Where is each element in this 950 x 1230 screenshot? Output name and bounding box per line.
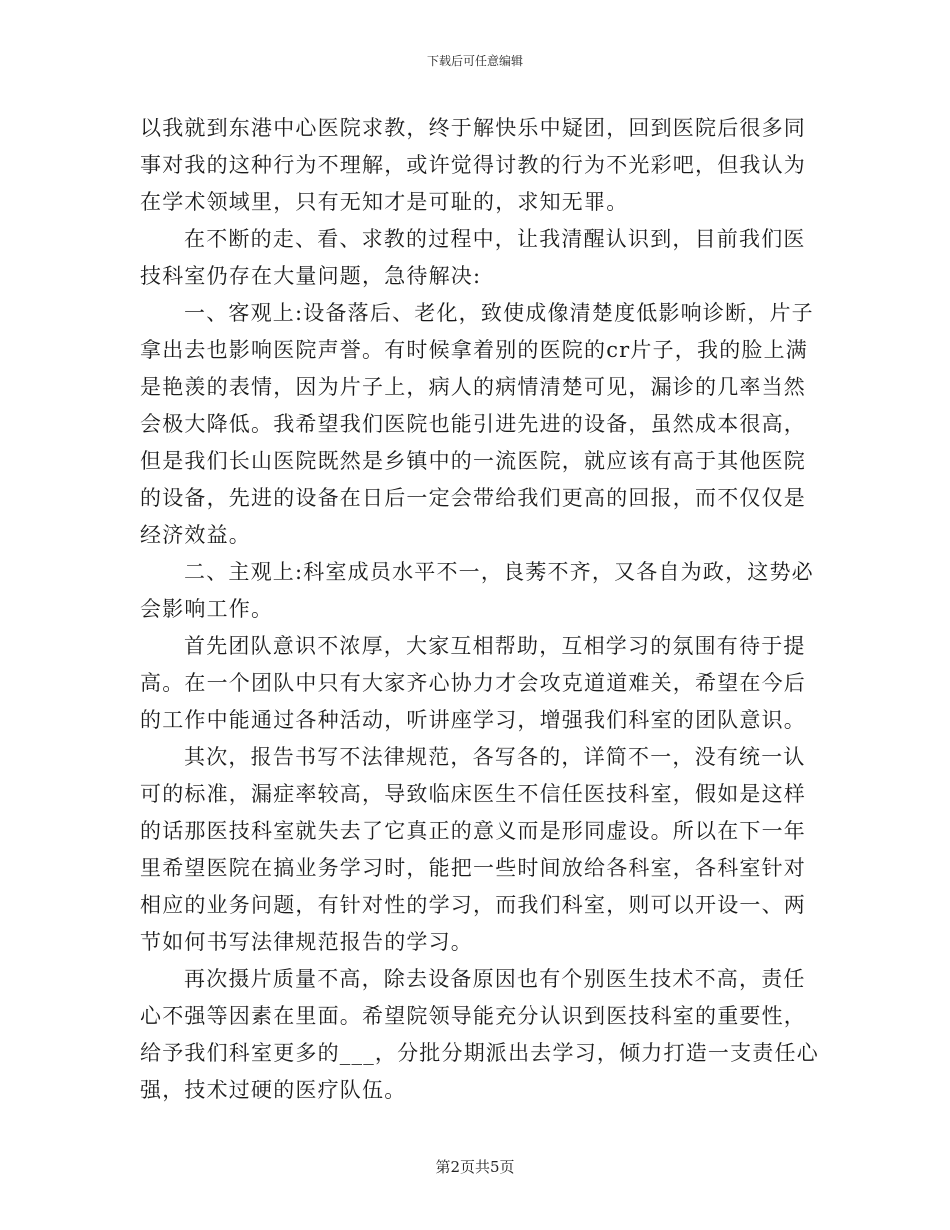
text-line: 的设备，先进的设备在日后一定会带给我们更高的回报，而不仅仅是	[140, 486, 806, 510]
text-line: 在学术领域里，只有无知才是可耻的，求知无罪。	[140, 190, 629, 214]
paragraph-start-line: 其次，报告书写不法律规范，各写各的，详简不一，没有统一认	[184, 745, 806, 769]
paragraph-start-line: 二、主观上:科室成员水平不一，良莠不齐，又各自为政，这势必	[184, 560, 814, 584]
text-line: 可的标准，漏症率较高，导致临床医生不信任医技科室，假如是这样	[140, 782, 806, 806]
text-line: 强，技术过硬的医疗队伍。	[140, 1078, 407, 1102]
text-line: 心不强等因素在里面。希望院领导能充分认识到医技科室的重要性，	[140, 1004, 806, 1028]
text-line: 拿出去也影响医院声誉。有时候拿着别的医院的cr片子，我的脸上满	[140, 338, 808, 362]
text-line: 是艳羡的表情，因为片子上，病人的病情清楚可见，漏诊的几率当然	[140, 375, 806, 399]
paragraph-start-line: 一、客观上:设备落后、老化，致使成像清楚度低影响诊断，片子	[184, 301, 814, 325]
page-header-note: 下载后可任意编辑	[426, 54, 523, 68]
paragraph-start-line: 首先团队意识不浓厚，大家互相帮助，互相学习的氛围有待于提	[184, 634, 806, 658]
text-line: 事对我的这种行为不理解，或许觉得讨教的行为不光彩吧，但我认为	[140, 153, 806, 177]
text-line: 的话那医技科室就失去了它真正的意义而是形同虚设。所以在下一年	[140, 819, 806, 843]
text-line: 里希望医院在搞业务学习时，能把一些时间放给各科室，各科室针对	[140, 856, 806, 880]
page-number: 第2页共5页	[435, 1158, 515, 1176]
text-line: 节如何书写法律规范报告的学习。	[140, 930, 473, 954]
text-line: 相应的业务问题，有针对性的学习，而我们科室，则可以开设一、两	[140, 893, 806, 917]
paragraph-start-line: 再次摄片质量不高，除去设备原因也有个别医生技术不高，责任	[184, 967, 806, 991]
text-line: 的工作中能通过各种活动，听讲座学习，增强我们科室的团队意识。	[140, 708, 806, 732]
text-line: 以我就到东港中心医院求教，终于解快乐中疑团，回到医院后很多同	[140, 116, 806, 140]
document-body	[140, 110, 819, 1109]
text-line: 但是我们长山医院既然是乡镇中的一流医院，就应该有高于其他医院	[140, 449, 806, 473]
paragraph-start-line: 在不断的走、看、求教的过程中，让我清醒认识到，目前我们医	[184, 227, 806, 251]
text-line: 会极大降低。我希望我们医院也能引进先进的设备，虽然成本很高，	[140, 412, 806, 436]
text-line: 给予我们科室更多的___，分批分期派出去学习，倾力打造一支责任心	[140, 1041, 819, 1065]
text-line: 经济效益。	[140, 523, 251, 547]
text-line: 高。在一个团队中只有大家齐心协力才会攻克道道难关，希望在今后	[140, 671, 806, 695]
text-line: 会影响工作。	[140, 597, 274, 621]
text-line: 技科室仍存在大量问题，急待解决:	[140, 264, 482, 288]
